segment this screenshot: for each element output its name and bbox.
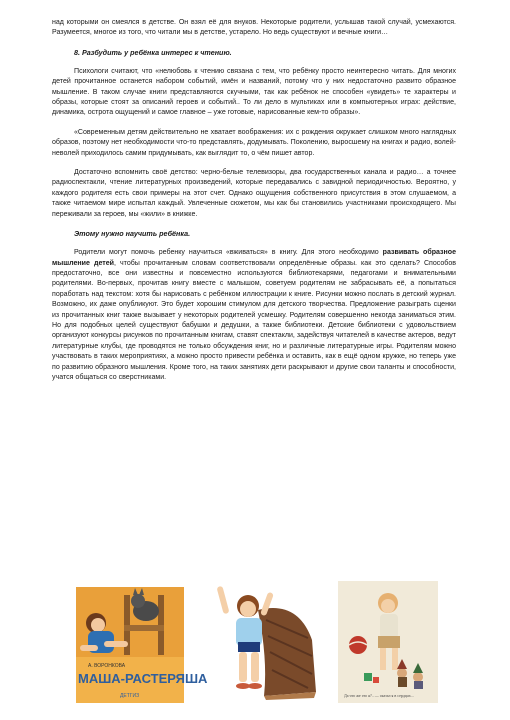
section-heading-8: 8. Разбудить у ребёнка интерес к чтению. — [74, 47, 232, 57]
child-with-shawl-illustration — [208, 580, 320, 702]
paragraph-imagination: «Современным детям действительно не хватает воображения: их с рождения окружает слишком много наглядных образов, поэтому нет необходимости что-то представлять, додумывать. Поколению, выросшему на книгах и радио, волей-неволей приходилось самим придумывать, как выглядит то, о чём пишет автор. — [52, 128, 456, 157]
book-title: МАША-РАСТЕРЯША — [78, 671, 208, 686]
paragraph-childhood: Достаточно вспомнить своё детство: черно-белые телевизоры, два государственных канала и радио… а точнее радиоспектакли, чтение литературных произведений, которые передавались с завидной периодичностью. Вероятно, у каждого родителя есть свои примеры на этот счет. Однако ощущения собственного присутствия в этом слушаемом, а также читаемом мире испытал каждый. Увлеченные сюжетом, мы как бы становились участниками происходящего. Мы переживали за героев, мы «жили» в книжке. — [52, 169, 456, 218]
parents-bold-phrase: развивать образное мышление детей — [52, 249, 457, 267]
document-page — [52, 18, 456, 392]
section-heading-teach: Этому нужно научить ребёнка. — [74, 229, 191, 239]
pic3-caption: Да что же это я?.. — сказал я в сердцах... — [344, 693, 414, 698]
book-author: А. ВОРОНКОВА — [88, 663, 126, 669]
parents-text-start: Родители могут помочь ребенку научиться «вживаться» в книгу. Для этого необходимо — [74, 249, 383, 257]
parents-text-rest: , чтобы прочитанным словам соответствовали определённые образы. как это сделать? Способов предостаточно, все они известны и повсеместно используются библиотекарями, педагогами и внимательными родителями. Во-первых, прочитав книгу вместе с малышом, советуем родителям не забрасывать её, а попытаться поработать над текстом: хотя бы нарисовать с ребёнком иллюстрации к книге. Рисунки можно послать в детский журнал. Возможно, их даже опубликуют. Это будет хорошим стимулом для детского творчества. Предложение разыграть сценки из прочитанных книг также вызывает у некоторых родителей усмешку. Родителям совершенно некогда заниматься этим. Но для подобных целей существуют бабушки и дедушки, а также библиотеки. Детские библиотеки с удовольствием организуют конкурсы рисунков по прочитанным книгам, ставят спектакли, задействуя читателей в качестве актеров, ведут литературные клубы, где проводятся не только обсуждения книг, но и различные литературные игры. Родителям можно участвовать в таких мероприятиях, а можно просто привести ребёнка и оставить, как в ещё одном кружке, но теперь уже по развитию образного мышления. Кроме того, на таких занятиях дети раскрывают и другие свои таланты и способности, учатся общаться со сверстниками. — [52, 259, 457, 381]
paragraph-intro: над которыми он смеялся в детстве. Он взял её для внуков. Некоторые родители, услышав такой случай, усмехаются. Разумеется, многое из того, что читали мы в детстве, устарело. Но ведь существуют и вечные книги… — [52, 19, 456, 37]
paragraph-psychologists: Психологи считают, что «нелюбовь к чтению связана с тем, что ребёнку просто неинтересно читать. Для многих детей прочитанное останется набором событий, имён и названий, потому что у них недостаточно развито образное мышление. В таком случае книги представляются скучными, так как ребёнок не способен «увидеть» те характеры и образы, которые стоят за описаний героев и событий.. То ли дело в мультиках или в компьютерных играх: действие, динамика, острота ощущений и самое главное – уже готовые, нарисованные кем-то образы». — [52, 67, 456, 117]
boy-and-dwarves-illustration — [338, 581, 438, 703]
book-cover-illustration — [74, 585, 208, 705]
book-publisher: ДЕТГИЗ — [120, 693, 140, 699]
paragraph-parents — [52, 248, 456, 383]
